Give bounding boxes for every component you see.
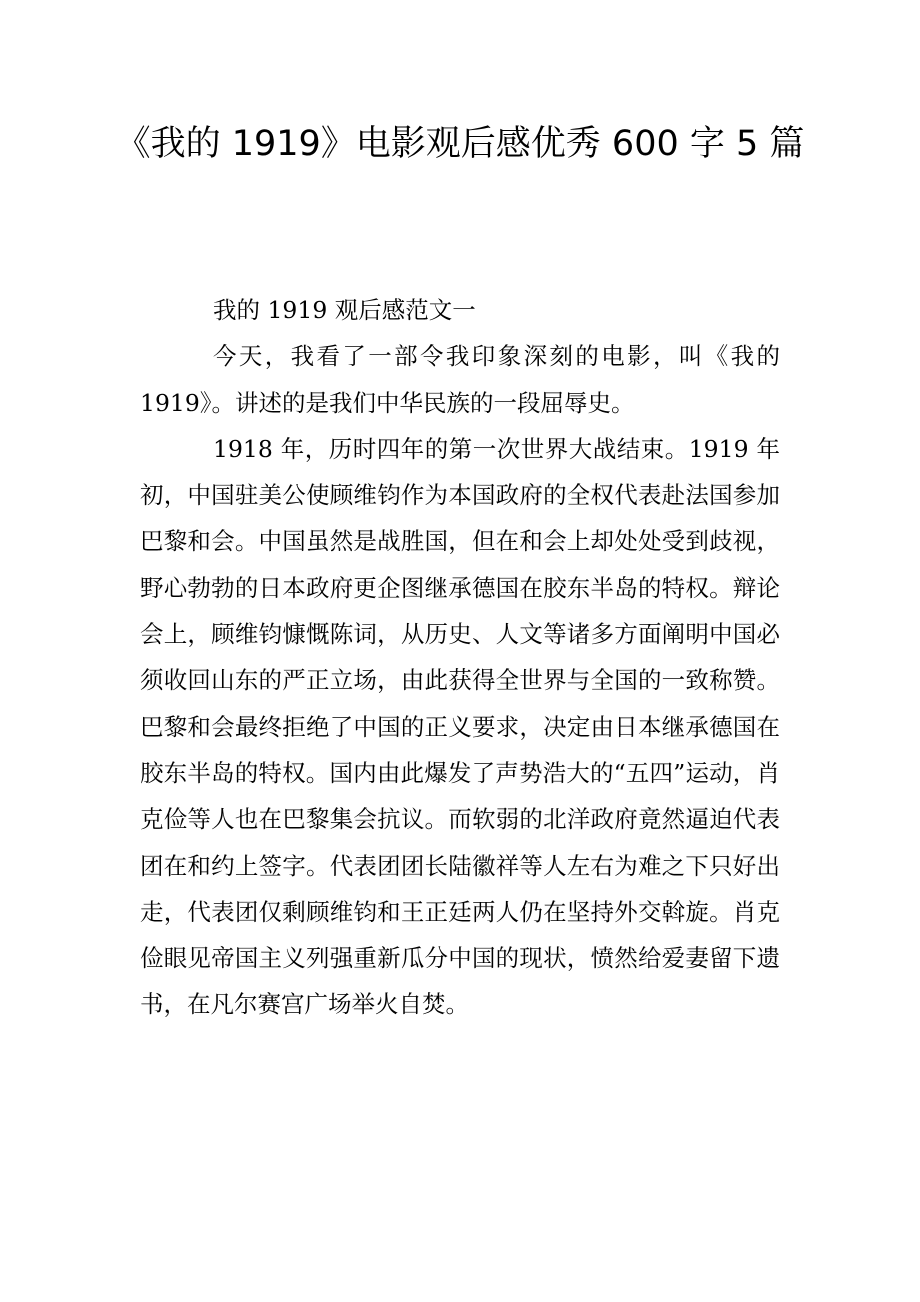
body-paragraph-history: 1918 年，历时四年的第一次世界大战结束。1919 年初，中国驻美公使顾维钧作为本国政府的全权代表赴法国参加巴黎和会。中国虽然是战胜国，但在和会上却处处受到歧视，野心勃勃的日本政府更企图继承德国在胶东半岛的特权。辩论会上，顾维钧慷慨陈词，从历史、人文等诸多方面阐明中国必须收回山东的严正立场，由此获得全世界与全国的一致称赞。巴黎和会最终拒绝了中国的正义要求，决定由日本继承德国在胶东半岛的特权。国内由此爆发了声势浩大的“五四”运动，肖克俭等人也在巴黎集会抗议。而软弱的北洋政府竟然逼迫代表团在和约上签字。代表团团长陆徽祥等人左右为难之下只好出走，代表团仅剩顾维钧和王正廷两人仍在坚持外交斡旋。肖克俭眼见帝国主义列强重新瓜分中国的现状，愤然给爱妻留下遗书，在凡尔赛宫广场举火自焚。 xyxy=(140,434,780,1019)
section-heading: 我的 1919 观后感范文一 xyxy=(213,296,476,324)
body-paragraph-intro: 今天，我看了一部令我印象深刻的电影，叫《我的 1919》。讲述的是我们中华民族的一段屈辱史。 xyxy=(140,342,780,417)
document-title: 《我的 1919》电影观后感优秀 600 字 5 篇 xyxy=(115,124,805,164)
document-body xyxy=(140,287,780,1028)
